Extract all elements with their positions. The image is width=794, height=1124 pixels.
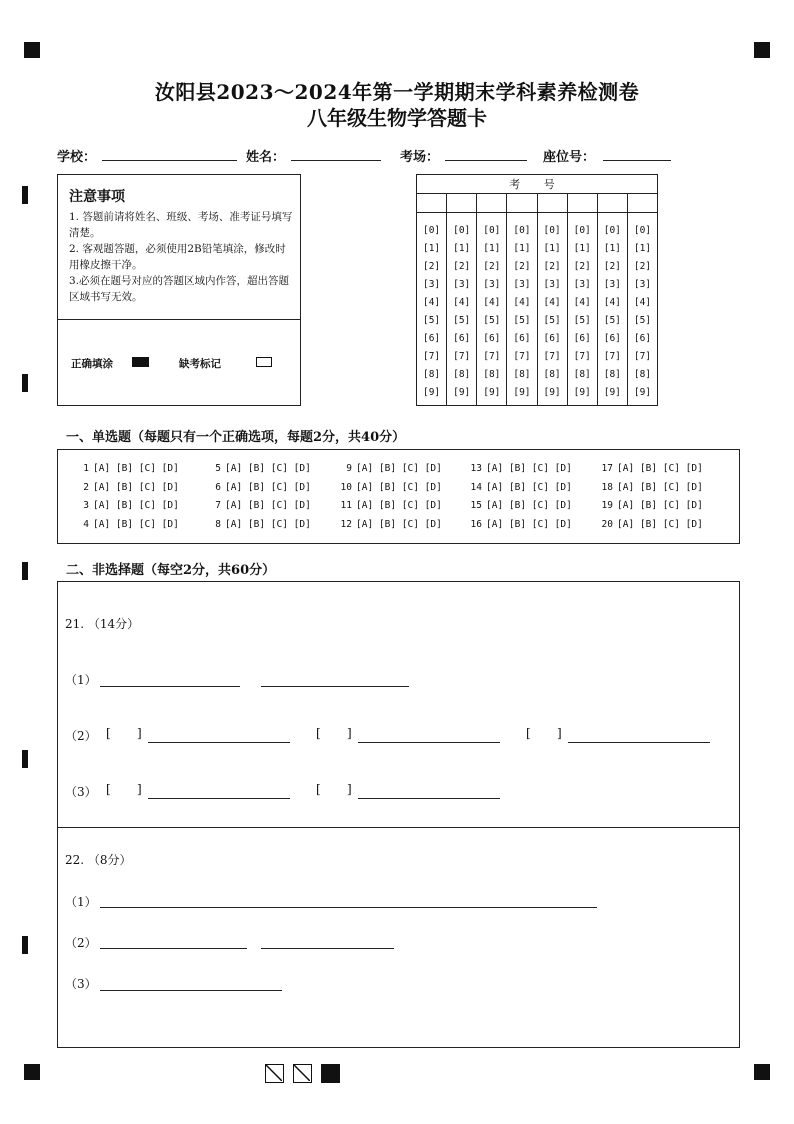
exam-digit-bubble[interactable]: [3]	[422, 279, 441, 290]
choice-options[interactable]: [A] [B] [C] [D]	[93, 463, 179, 474]
exam-digit-bubble[interactable]: [4]	[603, 297, 621, 308]
exam-digit-bubble[interactable]: [7]	[453, 351, 471, 362]
name-label: 姓名：	[246, 150, 286, 165]
exam-digit-bubble[interactable]: [0]	[543, 225, 561, 236]
choice-row[interactable]	[76, 479, 179, 498]
answer-line[interactable]	[261, 686, 409, 687]
choice-row[interactable]	[469, 460, 572, 479]
bracket-open: [	[316, 726, 321, 740]
exam-digit-bubble[interactable]: [5]	[573, 315, 591, 326]
choice-row[interactable]	[76, 497, 179, 516]
choice-row[interactable]	[469, 516, 572, 535]
exam-digit-bubble[interactable]: [4]	[513, 297, 531, 308]
exam-digit-bubble[interactable]: [6]	[603, 333, 621, 344]
exam-number-bubbles	[538, 213, 567, 402]
exam-digit-bubble[interactable]: [9]	[633, 387, 652, 398]
exam-digit-bubble[interactable]: [9]	[543, 387, 561, 398]
exam-digit-bubble[interactable]: [1]	[543, 243, 561, 254]
exam-number-bubbles	[417, 213, 446, 402]
exam-number-column	[477, 194, 507, 405]
exam-number-column	[598, 194, 628, 405]
question-21-box	[57, 581, 740, 828]
exam-digit-bubble[interactable]: [2]	[573, 261, 591, 272]
exam-number-write-cell[interactable]	[628, 194, 657, 213]
choice-row[interactable]	[600, 516, 703, 535]
question-number: 11	[340, 500, 352, 512]
exam-digit-bubble[interactable]: [8]	[573, 369, 591, 380]
section1-title: 一、单选题（每题只有一个正确选项，每题2分，共40分）	[66, 430, 406, 445]
exam-digit-bubble[interactable]: [8]	[603, 369, 621, 380]
exam-number-write-cell[interactable]	[417, 194, 446, 213]
page-mark-box	[265, 1064, 284, 1083]
exam-number-bubbles	[598, 213, 627, 402]
exam-number-write-cell[interactable]	[598, 194, 627, 213]
choice-row[interactable]	[469, 497, 572, 516]
seat-number-label: 座位号：	[543, 150, 596, 165]
exam-number-column	[568, 194, 598, 405]
answer-line[interactable]	[261, 948, 394, 949]
answer-line[interactable]	[100, 990, 282, 991]
exam-digit-bubble[interactable]: [8]	[483, 369, 501, 380]
choice-row[interactable]	[76, 516, 179, 535]
exam-digit-bubble[interactable]: [3]	[573, 279, 591, 290]
question-number: 8	[215, 518, 221, 530]
answer-line[interactable]	[100, 948, 247, 949]
exam-digit-bubble[interactable]: [5]	[603, 315, 621, 326]
name-field[interactable]	[291, 160, 381, 161]
question-number: 2	[83, 481, 89, 493]
choice-options[interactable]: [A] [B] [C] [D]	[225, 463, 311, 474]
bracket-close: ]	[557, 726, 562, 740]
choice-options[interactable]: [A] [B] [C] [D]	[617, 500, 703, 512]
exam-digit-bubble[interactable]: [4]	[543, 297, 561, 308]
school-field[interactable]	[102, 160, 237, 161]
choice-options[interactable]: [A] [B] [C] [D]	[93, 481, 179, 493]
exam-digit-bubble[interactable]: [6]	[543, 333, 561, 344]
exam-digit-bubble[interactable]: [9]	[483, 387, 501, 398]
choice-row[interactable]	[208, 497, 311, 516]
exam-number-write-cell[interactable]	[568, 194, 597, 213]
question-number: 16	[470, 518, 482, 530]
question-number: 19	[601, 500, 613, 512]
exam-digit-bubble[interactable]: [0]	[422, 225, 441, 236]
exam-digit-bubble[interactable]: [9]	[513, 387, 531, 398]
choice-row[interactable]	[600, 497, 703, 516]
q22-sub3-label: （3）	[65, 977, 97, 991]
page-mark-box-filled	[321, 1064, 340, 1083]
question-number: 9	[346, 463, 352, 474]
exam-digit-bubble[interactable]: [6]	[422, 333, 441, 344]
choice-group	[76, 460, 179, 534]
choice-options[interactable]: [A] [B] [C] [D]	[486, 518, 572, 530]
bracket-open: [	[106, 782, 111, 796]
choice-options[interactable]: [A] [B] [C] [D]	[93, 518, 179, 530]
bracket-open: [	[106, 726, 111, 740]
exam-digit-bubble[interactable]: [6]	[513, 333, 531, 344]
choice-row[interactable]	[339, 516, 442, 535]
answer-line[interactable]	[358, 798, 500, 799]
timing-marker	[22, 374, 28, 392]
choice-options[interactable]: [A] [B] [C] [D]	[486, 481, 572, 493]
page-title: 汝阳县2023～2024年第一学期期末学科素养检测卷	[154, 80, 640, 104]
exam-digit-bubble[interactable]: [4]	[422, 297, 441, 308]
timing-marker	[22, 562, 28, 580]
choice-options[interactable]: [A] [B] [C] [D]	[356, 518, 442, 530]
choice-options[interactable]: [A] [B] [C] [D]	[486, 500, 572, 512]
bracket-close: ]	[137, 726, 142, 740]
answer-line[interactable]	[148, 798, 290, 799]
bracket-close: ]	[347, 782, 352, 796]
exam-digit-bubble[interactable]: [5]	[513, 315, 531, 326]
exam-digit-bubble[interactable]: [7]	[573, 351, 591, 362]
exam-digit-bubble[interactable]: [6]	[633, 333, 652, 344]
exam-digit-bubble[interactable]: [1]	[453, 243, 471, 254]
exam-number-grid	[416, 174, 658, 406]
absent-mark-checkbox[interactable]	[256, 357, 272, 367]
choice-options[interactable]: [A] [B] [C] [D]	[356, 481, 442, 493]
absent-mark-label: 缺考标记	[179, 358, 221, 370]
exam-number-column	[447, 194, 477, 405]
exam-digit-bubble[interactable]: [3]	[453, 279, 471, 290]
exam-digit-bubble[interactable]: [5]	[422, 315, 441, 326]
page-mark-box	[293, 1064, 312, 1083]
timing-marker	[22, 936, 28, 954]
exam-digit-bubble[interactable]: [0]	[633, 225, 652, 236]
notice-item: 3.必须在题号对应的答题区域内作答，超出答题区域书写无效。	[69, 275, 290, 303]
exam-digit-bubble[interactable]: [6]	[573, 333, 591, 344]
question-22-title: 22. （8分）	[65, 853, 132, 867]
exam-digit-bubble[interactable]: [9]	[603, 387, 621, 398]
exam-digit-bubble[interactable]: [2]	[422, 261, 441, 272]
exam-digit-bubble[interactable]: [2]	[633, 261, 652, 272]
exam-digit-bubble[interactable]: [2]	[513, 261, 531, 272]
choice-options[interactable]: [A] [B] [C] [D]	[356, 500, 442, 512]
answer-line[interactable]	[568, 742, 710, 743]
exam-room-label: 考场：	[400, 150, 440, 165]
question-number: 4	[83, 518, 89, 530]
exam-digit-bubble[interactable]: [5]	[483, 315, 501, 326]
choice-options[interactable]: [A] [B] [C] [D]	[225, 518, 311, 530]
exam-digit-bubble[interactable]: [9]	[422, 387, 441, 398]
choice-row[interactable]	[339, 479, 442, 498]
choice-group	[339, 460, 442, 534]
exam-digit-bubble[interactable]: [7]	[633, 351, 652, 362]
exam-digit-bubble[interactable]: [1]	[513, 243, 531, 254]
answer-line[interactable]	[148, 742, 290, 743]
question-number: 17	[601, 463, 613, 474]
question-number: 1	[83, 463, 89, 474]
question-number: 15	[470, 500, 482, 512]
exam-digit-bubble[interactable]: [4]	[633, 297, 652, 308]
q21-sub3-label: （3）	[65, 785, 97, 799]
choice-row[interactable]	[76, 460, 179, 479]
exam-digit-bubble[interactable]: [5]	[633, 315, 652, 326]
choice-options[interactable]: [A] [B] [C] [D]	[225, 481, 311, 493]
choice-options[interactable]: [A] [B] [C] [D]	[93, 500, 179, 512]
timing-marker	[22, 186, 28, 204]
q21-sub2-label: （2）	[65, 729, 97, 743]
seat-number-field[interactable]	[603, 160, 671, 161]
exam-digit-bubble[interactable]: [3]	[603, 279, 621, 290]
exam-number-bubbles	[447, 213, 476, 402]
question-number: 6	[215, 481, 221, 493]
exam-digit-bubble[interactable]: [2]	[603, 261, 621, 272]
exam-digit-bubble[interactable]: [8]	[422, 369, 441, 380]
exam-digit-bubble[interactable]: [1]	[483, 243, 501, 254]
exam-digit-bubble[interactable]: [2]	[483, 261, 501, 272]
exam-digit-bubble[interactable]: [3]	[543, 279, 561, 290]
answer-line[interactable]	[100, 907, 597, 908]
page-subtitle: 八年级生物学答题卡	[307, 106, 487, 130]
question-number: 12	[340, 518, 352, 530]
exam-digit-bubble[interactable]: [0]	[573, 225, 591, 236]
notice-item: 2. 客观题答题，必须使用2B铅笔填涂，修改时用橡皮擦干净。	[69, 243, 286, 271]
exam-number-column	[628, 194, 657, 405]
notice-title: 注意事项	[69, 189, 125, 205]
choice-options[interactable]: [A] [B] [C] [D]	[486, 463, 572, 474]
correct-fill-label: 正确填涂	[71, 358, 113, 370]
exam-number-write-cell[interactable]	[507, 194, 536, 213]
exam-number-column	[417, 194, 447, 405]
exam-digit-bubble[interactable]: [8]	[633, 369, 652, 380]
exam-digit-bubble[interactable]: [2]	[453, 261, 471, 272]
exam-digit-bubble[interactable]: [0]	[513, 225, 531, 236]
exam-number-write-cell[interactable]	[538, 194, 567, 213]
choice-options[interactable]: [A] [B] [C] [D]	[225, 500, 311, 512]
question-number: 18	[601, 481, 613, 493]
exam-digit-bubble[interactable]: [6]	[483, 333, 501, 344]
exam-digit-bubble[interactable]: [7]	[603, 351, 621, 362]
exam-digit-bubble[interactable]: [1]	[422, 243, 441, 254]
corner-mark-bottom-right	[754, 1064, 770, 1080]
exam-digit-bubble[interactable]: [4]	[453, 297, 471, 308]
choice-row[interactable]	[208, 516, 311, 535]
q22-sub2-label: （2）	[65, 936, 97, 950]
question-number: 13	[470, 463, 482, 474]
bracket-open: [	[316, 782, 321, 796]
exam-number-write-cell[interactable]	[477, 194, 506, 213]
choice-options[interactable]: [A] [B] [C] [D]	[617, 518, 703, 530]
exam-digit-bubble[interactable]: [4]	[573, 297, 591, 308]
exam-digit-bubble[interactable]: [7]	[543, 351, 561, 362]
exam-digit-bubble[interactable]: [4]	[483, 297, 501, 308]
exam-digit-bubble[interactable]: [6]	[453, 333, 471, 344]
section2-title: 二、非选择题（每空2分，共60分）	[66, 563, 276, 578]
choice-row[interactable]	[339, 497, 442, 516]
exam-number-bubbles	[507, 213, 536, 402]
choice-group	[469, 460, 572, 534]
answer-line[interactable]	[358, 742, 500, 743]
question-number: 10	[340, 481, 352, 493]
choice-row[interactable]	[208, 460, 311, 479]
exam-digit-bubble[interactable]: [8]	[453, 369, 471, 380]
correct-fill-sample	[132, 357, 149, 367]
choice-row[interactable]	[600, 479, 703, 498]
exam-number-bubbles	[477, 213, 506, 402]
choice-row[interactable]	[339, 460, 442, 479]
exam-number-column	[507, 194, 537, 405]
question-number: 14	[470, 481, 482, 493]
bracket-close: ]	[347, 726, 352, 740]
exam-digit-bubble[interactable]: [7]	[422, 351, 441, 362]
school-label: 学校：	[57, 150, 97, 165]
choice-group	[208, 460, 311, 534]
choice-group	[600, 460, 703, 534]
corner-mark-top-left	[24, 42, 40, 58]
q21-sub1-label: （1）	[65, 673, 97, 687]
choice-row[interactable]	[208, 479, 311, 498]
corner-mark-top-right	[754, 42, 770, 58]
exam-number-bubbles	[628, 213, 657, 402]
exam-digit-bubble[interactable]: [1]	[633, 243, 652, 254]
question-21-title: 21. （14分）	[65, 617, 140, 631]
exam-digit-bubble[interactable]: [3]	[513, 279, 531, 290]
notice-item: 1. 答题前请将姓名、班级、考场、准考证号填写清楚。	[69, 211, 293, 239]
exam-number-column	[538, 194, 568, 405]
question-number: 5	[215, 463, 221, 474]
choice-options[interactable]: [A] [B] [C] [D]	[356, 463, 442, 474]
exam-digit-bubble[interactable]: [5]	[453, 315, 471, 326]
exam-digit-bubble[interactable]: [0]	[483, 225, 501, 236]
question-number: 20	[601, 518, 613, 530]
exam-digit-bubble[interactable]: [3]	[633, 279, 652, 290]
corner-mark-bottom-left	[24, 1064, 40, 1080]
exam-digit-bubble[interactable]: [7]	[513, 351, 531, 362]
choice-row[interactable]	[600, 460, 703, 479]
exam-digit-bubble[interactable]: [9]	[573, 387, 591, 398]
exam-digit-bubble[interactable]: [0]	[453, 225, 471, 236]
exam-digit-bubble[interactable]: [5]	[543, 315, 561, 326]
exam-number-write-cell[interactable]	[447, 194, 476, 213]
q22-sub1-label: （1）	[65, 895, 97, 909]
exam-digit-bubble[interactable]: [0]	[603, 225, 621, 236]
question-number: 3	[83, 500, 89, 512]
multiple-choice-area	[57, 449, 740, 544]
exam-number-bubbles	[568, 213, 597, 402]
exam-digit-bubble[interactable]: [7]	[483, 351, 501, 362]
exam-digit-bubble[interactable]: [8]	[513, 369, 531, 380]
exam-number-columns	[417, 194, 657, 405]
notice-box	[57, 174, 301, 406]
exam-number-title: 考 号	[417, 175, 657, 194]
notice-text	[69, 209, 295, 305]
timing-marker	[22, 750, 28, 768]
exam-digit-bubble[interactable]: [1]	[603, 243, 621, 254]
exam-digit-bubble[interactable]: [8]	[543, 369, 561, 380]
divider	[58, 319, 300, 320]
exam-digit-bubble[interactable]: [2]	[543, 261, 561, 272]
question-22-box	[57, 828, 740, 1048]
question-number: 7	[215, 500, 221, 512]
answer-line[interactable]	[100, 686, 240, 687]
exam-room-field[interactable]	[445, 160, 527, 161]
choice-row[interactable]	[469, 479, 572, 498]
bracket-close: ]	[137, 782, 142, 796]
exam-digit-bubble[interactable]: [1]	[573, 243, 591, 254]
choice-options[interactable]: [A] [B] [C] [D]	[617, 463, 703, 474]
bracket-open: [	[526, 726, 531, 740]
exam-digit-bubble[interactable]: [3]	[483, 279, 501, 290]
exam-digit-bubble[interactable]: [9]	[453, 387, 471, 398]
choice-options[interactable]: [A] [B] [C] [D]	[617, 481, 703, 493]
